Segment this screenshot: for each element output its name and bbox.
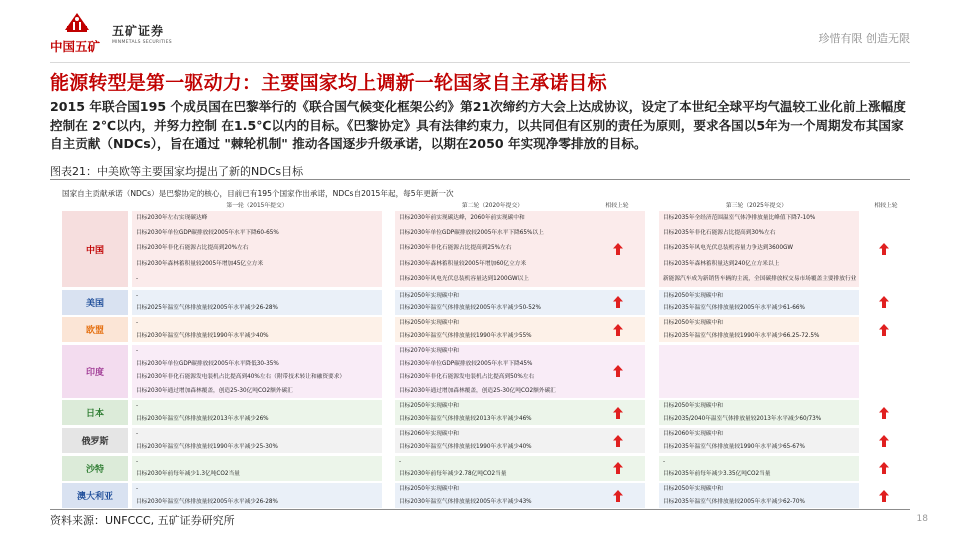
round3-targets — [659, 483, 859, 508]
logo-emblem-icon — [62, 10, 92, 34]
up-arrow-icon — [879, 435, 889, 447]
target-line: 目标2030年温室气体排放量较1990年水平减少25-30% — [136, 443, 278, 450]
target-line: 目标2035年温室气体排放量较2005年水平减少62-70% — [663, 498, 805, 505]
header-round2: 第二轮（2020年提交） — [461, 203, 524, 209]
compare1-indicator — [610, 211, 626, 287]
round3-targets — [659, 317, 859, 342]
round1-targets — [132, 400, 382, 425]
target-line: - — [136, 292, 139, 299]
round3-targets — [659, 345, 859, 398]
round2-targets — [395, 483, 645, 508]
round1-targets — [132, 456, 382, 481]
table-row — [62, 345, 902, 398]
source-note: 资料来源：UNFCCC, 五矿证券研究所 — [50, 514, 235, 527]
compare2-indicator — [876, 483, 892, 508]
slogan: 珍惜有限 创造无限 — [818, 32, 910, 45]
target-line: 目标2070年实现碳中和 — [399, 347, 459, 354]
brand — [112, 22, 172, 45]
compare2-indicator — [876, 456, 892, 481]
header-round1: 第一轮（2015年提交） — [226, 203, 288, 209]
target-line: 目标2030年非化石能源发电装机占比提高到50%左右 — [399, 374, 535, 381]
table-row — [62, 211, 902, 287]
target-line: 目标2030年风电光伏总装机容量达到1200GW以上 — [399, 275, 529, 282]
compare2-indicator — [876, 345, 892, 398]
up-arrow-icon — [613, 462, 623, 474]
table-row — [62, 483, 902, 508]
target-line: - — [136, 486, 139, 493]
compare1-indicator — [610, 317, 626, 342]
country-label: 欧盟 — [62, 317, 128, 342]
compare2-indicator — [876, 400, 892, 425]
target-line: 目标2030年温室气体排放量较1990年水平减少40% — [136, 332, 269, 339]
brand-name-cn: 五矿证券 — [112, 24, 165, 38]
round3-targets — [659, 211, 859, 287]
logo-name: 中国五矿 — [50, 39, 101, 54]
target-line: 目标2030年温室气体排放量较2013年水平减少46% — [399, 415, 532, 422]
target-line: 目标2035年风电光伏总装机容量力争达到3600GW — [663, 245, 793, 252]
target-line: 目标2030年森林蓄积量较2005年增加60亿立方米 — [399, 260, 527, 267]
round2-targets — [395, 345, 645, 398]
target-line: 目标2035年温室气体排放量较2005年水平减少61-66% — [663, 305, 805, 312]
table-row — [62, 428, 902, 453]
target-line: - — [136, 458, 139, 465]
header — [0, 0, 960, 62]
target-line: 目标2035年温室气体排放量较1990年水平减少65-67% — [663, 443, 805, 450]
target-line: 目标2030年通过增加森林覆盖，创造25-30亿吨CO2额外碳汇 — [136, 387, 293, 394]
header-compare1: 相较上轮 — [605, 203, 629, 209]
up-arrow-icon — [613, 365, 623, 377]
target-line: 目标2030年单位GDP碳排放较2005年水平降低30-35% — [136, 361, 279, 368]
target-line: 目标2030年单位GDP碳排放较2005年水平下降45% — [399, 361, 533, 368]
target-line: - — [399, 458, 402, 465]
target-line: 目标2030年通过增加森林覆盖，创造25-30亿吨CO2额外碳汇 — [399, 387, 556, 394]
round1-targets — [132, 483, 382, 508]
target-line: 目标2030年前每年减少2.78亿吨CO2当量 — [399, 471, 507, 478]
target-line: 目标2050年实现碳中和 — [399, 292, 459, 299]
figure-divider — [50, 179, 910, 180]
country-label: 澳大利亚 — [62, 483, 128, 508]
up-arrow-icon — [879, 490, 889, 502]
round2-targets — [395, 290, 645, 315]
target-line: 目标2030年前每年减少1.3亿吨CO2当量 — [136, 471, 240, 478]
target-line: 目标2030年非化石能源占比提高到25%左右 — [399, 245, 512, 252]
table-row — [62, 290, 902, 315]
round1-targets — [132, 290, 382, 315]
target-line: 目标2030年前实现碳达峰，2060年前实现碳中和 — [399, 215, 525, 221]
round2-targets — [395, 211, 645, 287]
up-arrow-icon — [879, 407, 889, 419]
target-line: 目标2025年温室气体排放量较2005年水平减少26-28% — [136, 305, 278, 312]
target-line: 目标2050年实现碳中和 — [663, 486, 723, 493]
compare2-indicator — [876, 428, 892, 453]
target-line: 目标2030年森林蓄积量较2005年增加45亿立方米 — [136, 260, 264, 267]
up-arrow-icon — [879, 243, 889, 255]
up-arrow-icon — [879, 462, 889, 474]
up-arrow-icon — [613, 435, 623, 447]
target-line: 目标2050年实现碳中和 — [399, 403, 459, 410]
round2-targets — [395, 428, 645, 453]
target-line: 目标2030年单位GDP碳排放较2005年水平下降60-65% — [136, 230, 279, 237]
page-number: 18 — [916, 514, 928, 524]
company-logo[interactable] — [50, 10, 106, 54]
round2-targets — [395, 400, 645, 425]
target-line: 目标2030年温室气体排放量较2005年水平减少50-52% — [399, 305, 541, 312]
target-line: 目标2030年单位GDP碳排放较2005年水平下降65%以上 — [399, 230, 544, 237]
intro-paragraph: 2015 年联合国195 个成员国在巴黎举行的《联合国气候变化框架公约》第21次缔约方大会上达成协议，设定了本世纪全球平均气温较工业化前上涨幅度控制在 2℃以内，并努力控制 在1.5℃以内的目标。《巴黎协定》具有法律约束力，以共同但有区别的责任为原则，要求各国以5年为一个周期发布其国家自主贡献（NDCs），旨在通过 "棘轮机制" 推动各国逐步升级承诺，以期在2050 年实现净零排放的目标。 — [50, 99, 906, 151]
target-line: - — [136, 403, 139, 410]
country-label: 俄罗斯 — [62, 428, 128, 453]
round2-targets — [395, 317, 645, 342]
target-line: 目标2035年全经济范围温室气体净排放量比峰值下降7-10% — [663, 215, 816, 221]
header-compare2: 相较上轮 — [874, 203, 898, 209]
target-line: - — [663, 458, 666, 465]
target-line: - — [136, 320, 139, 327]
up-arrow-icon — [613, 243, 623, 255]
up-arrow-icon — [879, 324, 889, 336]
table-row — [62, 317, 902, 342]
up-arrow-icon — [613, 296, 623, 308]
country-label: 中国 — [62, 211, 128, 287]
compare2-indicator — [876, 317, 892, 342]
compare2-indicator — [876, 290, 892, 315]
target-line: 目标2060年实现碳中和 — [663, 431, 723, 437]
country-label: 沙特 — [62, 456, 128, 481]
source-divider — [50, 509, 910, 510]
compare1-indicator — [610, 456, 626, 481]
target-line: 目标2050年实现碳中和 — [399, 486, 459, 493]
target-line: 目标2035年温室气体排放量较1990年水平减少66.25-72.5% — [663, 332, 820, 339]
round1-targets — [132, 211, 382, 287]
target-line: - — [136, 431, 139, 437]
target-line: 目标2030年非化石能源占比提高到20%左右 — [136, 245, 249, 252]
round2-targets — [395, 456, 645, 481]
round1-targets — [132, 317, 382, 342]
compare1-indicator — [610, 483, 626, 508]
up-arrow-icon — [879, 296, 889, 308]
target-line: 目标2035/2040年温室气体排放量较2013年水平减少60/73% — [663, 415, 822, 422]
table-row — [62, 400, 902, 425]
compare1-indicator — [610, 345, 626, 398]
target-line: 目标2050年实现碳中和 — [663, 320, 723, 327]
target-line: - — [136, 347, 139, 354]
target-line: 目标2035年非化石能源占比提高到30%左右 — [663, 230, 776, 237]
compare1-indicator — [610, 290, 626, 315]
page-title: 能源转型是第一驱动力：主要国家均上调新一轮国家自主承诺目标 — [50, 72, 607, 94]
figure-note: 国家自主贡献承诺（NDCs）是巴黎协定的核心，目前已有195个国家作出承诺，NDCs自2015年起，每5年更新一次 — [62, 189, 454, 198]
compare2-indicator — [876, 211, 892, 287]
target-line: 目标2050年实现碳中和 — [663, 403, 723, 410]
round3-targets — [659, 400, 859, 425]
up-arrow-icon — [613, 407, 623, 419]
target-line: 目标2035年森林蓄积量达到240亿立方米以上 — [663, 260, 780, 267]
target-line: 新能源汽车成为新销售车辆的主流，全国碳排放权交易市场覆盖主要排放行业 — [663, 275, 857, 282]
figure-title: 图表21：中美欧等主要国家均提出了新的NDCs目标 — [50, 165, 304, 178]
target-line: 目标2030年温室气体排放量较2013年水平减少26% — [136, 415, 269, 422]
up-arrow-icon — [613, 324, 623, 336]
round3-targets — [659, 428, 859, 453]
round1-targets — [132, 428, 382, 453]
target-line: 目标2030年非化石能源发电装机占比提高到40%左右（附带技术转让和融资要求） — [136, 374, 346, 381]
target-line: 目标2050年实现碳中和 — [663, 292, 723, 299]
country-label: 美国 — [62, 290, 128, 315]
target-line: 目标2030年温室气体排放量较1990年水平减少55% — [399, 332, 532, 339]
round3-targets — [659, 290, 859, 315]
compare1-indicator — [610, 400, 626, 425]
target-line: 目标2035年前每年减少3.35亿吨CO2当量 — [663, 471, 771, 478]
table-row — [62, 456, 902, 481]
compare1-indicator — [610, 428, 626, 453]
target-line: 目标2030年温室气体排放量较1990年水平减少40% — [399, 443, 532, 450]
header-divider — [50, 62, 910, 63]
header-round3: 第三轮（2025年提交） — [725, 203, 788, 209]
up-arrow-icon — [613, 490, 623, 502]
round3-targets — [659, 456, 859, 481]
target-line: 目标2030年温室气体排放量较2005年水平减少26-28% — [136, 498, 278, 505]
round1-targets — [132, 345, 382, 398]
target-line: 目标2030年左右实现碳达峰 — [136, 215, 208, 221]
country-label: 印度 — [62, 345, 128, 398]
brand-name-en: MINMETALS SECURITIES — [112, 40, 172, 45]
country-label: 日本 — [62, 400, 128, 425]
target-line: - — [136, 275, 139, 282]
target-line: 目标2060年实现碳中和 — [399, 431, 459, 437]
target-line: 目标2050年实现碳中和 — [399, 320, 459, 327]
target-line: 目标2030年温室气体排放量较2005年水平减少43% — [399, 498, 532, 505]
